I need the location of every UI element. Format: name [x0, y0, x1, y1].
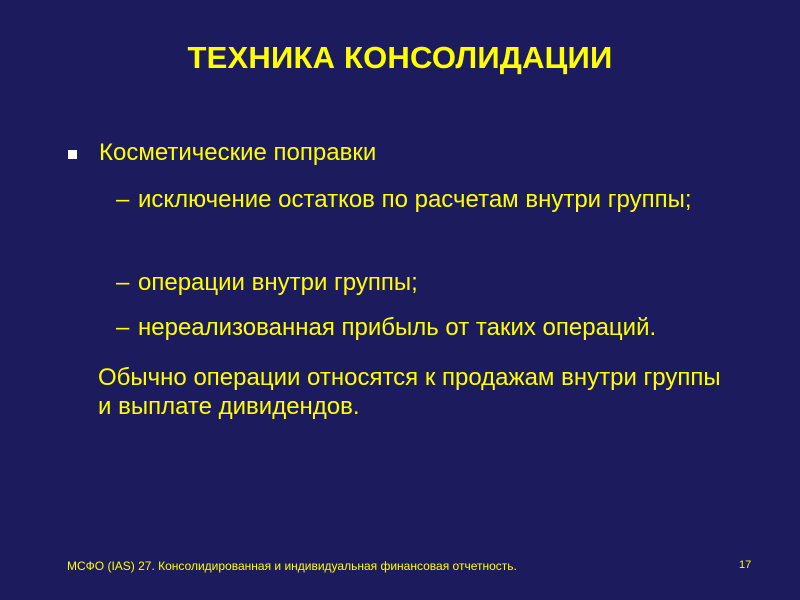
dash-marker: –: [116, 269, 130, 296]
sub-item: [116, 313, 698, 342]
bullet-text: Косметические поправки: [99, 139, 377, 166]
sub-item-text: нереализованная прибыль от таких операций.: [138, 314, 657, 341]
dash-marker: –: [116, 314, 130, 341]
dash-marker: –: [116, 186, 130, 213]
note-paragraph: Обычно операции относятся к продажам внутри группы и выплате дивидендов.: [98, 364, 721, 420]
slide-footer: МСФО (IAS) 27. Консолидированная и индивидуальная финансовая отчетность.: [67, 559, 517, 573]
sub-item-text: исключение остатков по расчетам внутри группы;: [138, 186, 692, 213]
page-number: 17: [739, 559, 752, 571]
bullet-item: [68, 139, 376, 167]
sub-item: [116, 185, 698, 214]
sub-item: [116, 268, 698, 297]
sub-item-text: операции внутри группы;: [138, 269, 418, 296]
square-bullet-icon: [68, 150, 77, 159]
slide-title: ТЕХНИКА КОНСОЛИДАЦИИ: [187, 40, 613, 75]
